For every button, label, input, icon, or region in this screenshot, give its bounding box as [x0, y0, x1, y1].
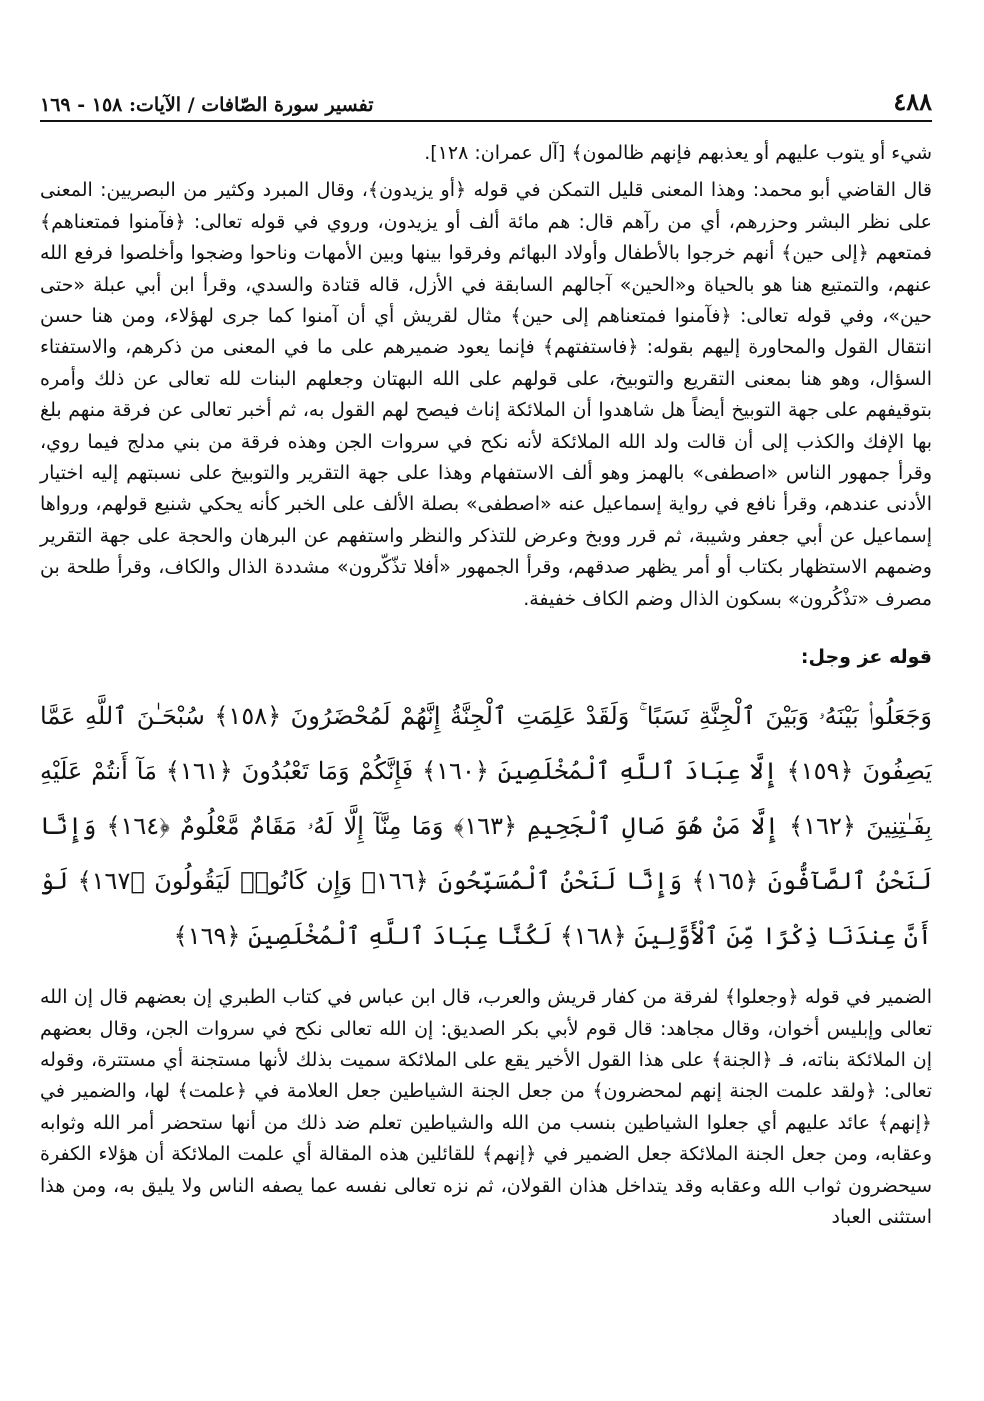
page-content	[40, 138, 932, 1233]
running-title: تفسير سورة الصّافات / الآيات: ١٥٨ - ١٦٩	[40, 94, 374, 116]
page-number: ٤٨٨	[893, 87, 932, 116]
quran-verses: وَجَعَلُوا۟ بَيْنَهُۥ وَبَيْنَ ٱلْجِنَّةِ نَسَبًا ۚ وَلَقَدْ عَلِمَتِ ٱلْجِنَّةُ إِنَّهُمْ لَمُحْضَرُونَ ﴿١٥٨﴾ سُبْحَـٰنَ ٱللَّهِ عَمَّا يَصِفُونَ ﴿١٥٩﴾ إِلَّا عِبَادَ ٱللَّهِ ٱلْمُخْلَصِينَ ﴿١٦٠﴾ فَإِنَّكُمْ وَمَا تَعْبُدُونَ ﴿١٦١﴾ مَآ أَنتُمْ عَلَيْهِ بِفَـٰتِنِينَ ﴿١٦٢﴾ إِلَّا مَنْ هُوَ صَالِ ٱلْجَحِيمِ ﴿١٦٣﴾ وَمَا مِنَّآ إِلَّا لَهُۥ مَقَامٌ مَّعْلُومٌ ﴿١٦٤﴾ وَإِنَّا لَنَحْنُ ٱلصَّآفُّونَ ﴿١٦٥﴾ وَإِنَّا لَنَحْنُ ٱلْمُسَبِّحُونَ ﴿١٦٦﴾ وَإِن كَانُوا۟ لَيَقُولُونَ ﴿١٦٧﴾ لَوْ أَنَّ عِندَنَا ذِكْرًا مِّنَ ٱلْأَوَّلِينَ ﴿١٦٨﴾ لَكُنَّا عِبَادَ ٱللَّهِ ٱلْمُخْلَصِينَ ﴿١٦٩﴾	[40, 702, 932, 951]
paragraph-continuation: شيء أو يتوب عليهم أو يعذبهم فإنهم ظالمون﴾ [آل عمران: ١٢٨].	[424, 142, 932, 164]
verses-intro: قوله عز وجل:	[800, 646, 932, 669]
page-header	[40, 82, 932, 122]
paragraph-commentary: قال القاضي أبو محمد: وهذا المعنى قليل التمكن في قوله ﴿أو يزيدون﴾، وقال المبرد وكثير من البصريين: المعنى على نظر البشر وحزرهم، أي من رآهم قال: هم مائة ألف أو يزيدون، وروي في قوله تعالى: ﴿فآمنوا فمتعناهم﴾ فمتعهم ﴿إلى حين﴾ أنهم خرجوا بالأطفال وأولاد البهائم وفرقوا بينها وبين الأمهات وناحوا وضجوا وأخلصوا فرفع الله عنهم، والتمتيع هنا هو بالحياة و«الحين» آجالهم السابقة في الأزل، قاله قتادة والسدي، وقرأ ابن أبي عبلة «حتى حين»، وفي قوله تعالى: ﴿فآمنوا فمتعناهم إلى حين﴾ مثال لقريش أي أن آمنوا كما جرى لهؤلاء، ومن هنا حسن انتقال القول والمحاورة إليهم بقوله: ﴿فاستفتهم﴾ فإنما يعود ضميرهم على ما في المعنى من ذكرهم، والاستفتاء السؤال، وهو هنا بمعنى التقريع والتوبيخ، على قولهم على الله البهتان وجعلهم البنات لله تعالى عن ذلك وأمره بتوقيفهم على جهة التوبيخ أيضاً هل شاهدوا أن الملائكة إناث فيصح لهم القول به، ثم أخبر تعالى عن فرقة منهم بلغ بها الإفك والكذب إلى أن قالت ولد الله الملائكة لأنه نكح في سروات الجن وهذه فرقة من بني مدلج فيما روي، وقرأ جمهور الناس «اصطفى» بالهمز وهو ألف الاستفهام وهذا على جهة التقرير والتوبيخ على نسبتهم إليه اختيار الأدنى عندهم، وقرأ نافع في رواية إسماعيل عنه «اصطفى» بصلة الألف على الخبر كأنه يحكي شنيع قولهم، ورواها إسماعيل عن أبي جعفر وشيبة، ثم قرر ووبخ وعرض للتذكر والنظر واستفهم عن البرهان والحجة على جهة التقرير وضمهم الاستظهار بكتاب أو أمر يظهر صدقهم، وقرأ الجمهور «أفلا تذّكّرون» مشددة الذال والكاف، وقرأ طلحة بن مصرف «تذْكُرون» بسكون الذال وضم الكاف خفيفة.	[40, 179, 932, 610]
paragraph-verse-commentary: الضمير في قوله ﴿وجعلوا﴾ لفرقة من كفار قريش والعرب، قال ابن عباس في كتاب الطبري إن بعضهم قال إن الله تعالى وإبليس أخوان، وقال مجاهد: قال قوم لأبي بكر الصديق: إن الله تعالى نكح في سروات الجن، وقال بعضهم إن الملائكة بناته، فـ ﴿الجنة﴾ على هذا القول الأخير يقع على الملائكة سميت بذلك لأنها مستجنة أي مستترة، وقوله تعالى: ﴿ولقد علمت الجنة إنهم لمحضرون﴾ من جعل الجنة الشياطين جعل العلامة في ﴿علمت﴾ لها، والضمير في ﴿إنهم﴾ عائد عليهم أي جعلوا الشياطين بنسب من الله والشياطين تعلم ضد ذلك من أنها ستحضر أمر الله وثوابه وعقابه، ومن جعل الجنة الملائكة جعل الضمير في ﴿إنهم﴾ للقائلين هذه المقالة أي علمت الملائكة أن هؤلاء الكفرة سيحضرون ثواب الله وعقابه وقد يتداخل هذان القولان، ثم نزه تعالى نفسه عما يصفه الناس ولا يليق به، ومن هذا استثنى العباد	[40, 986, 932, 1228]
